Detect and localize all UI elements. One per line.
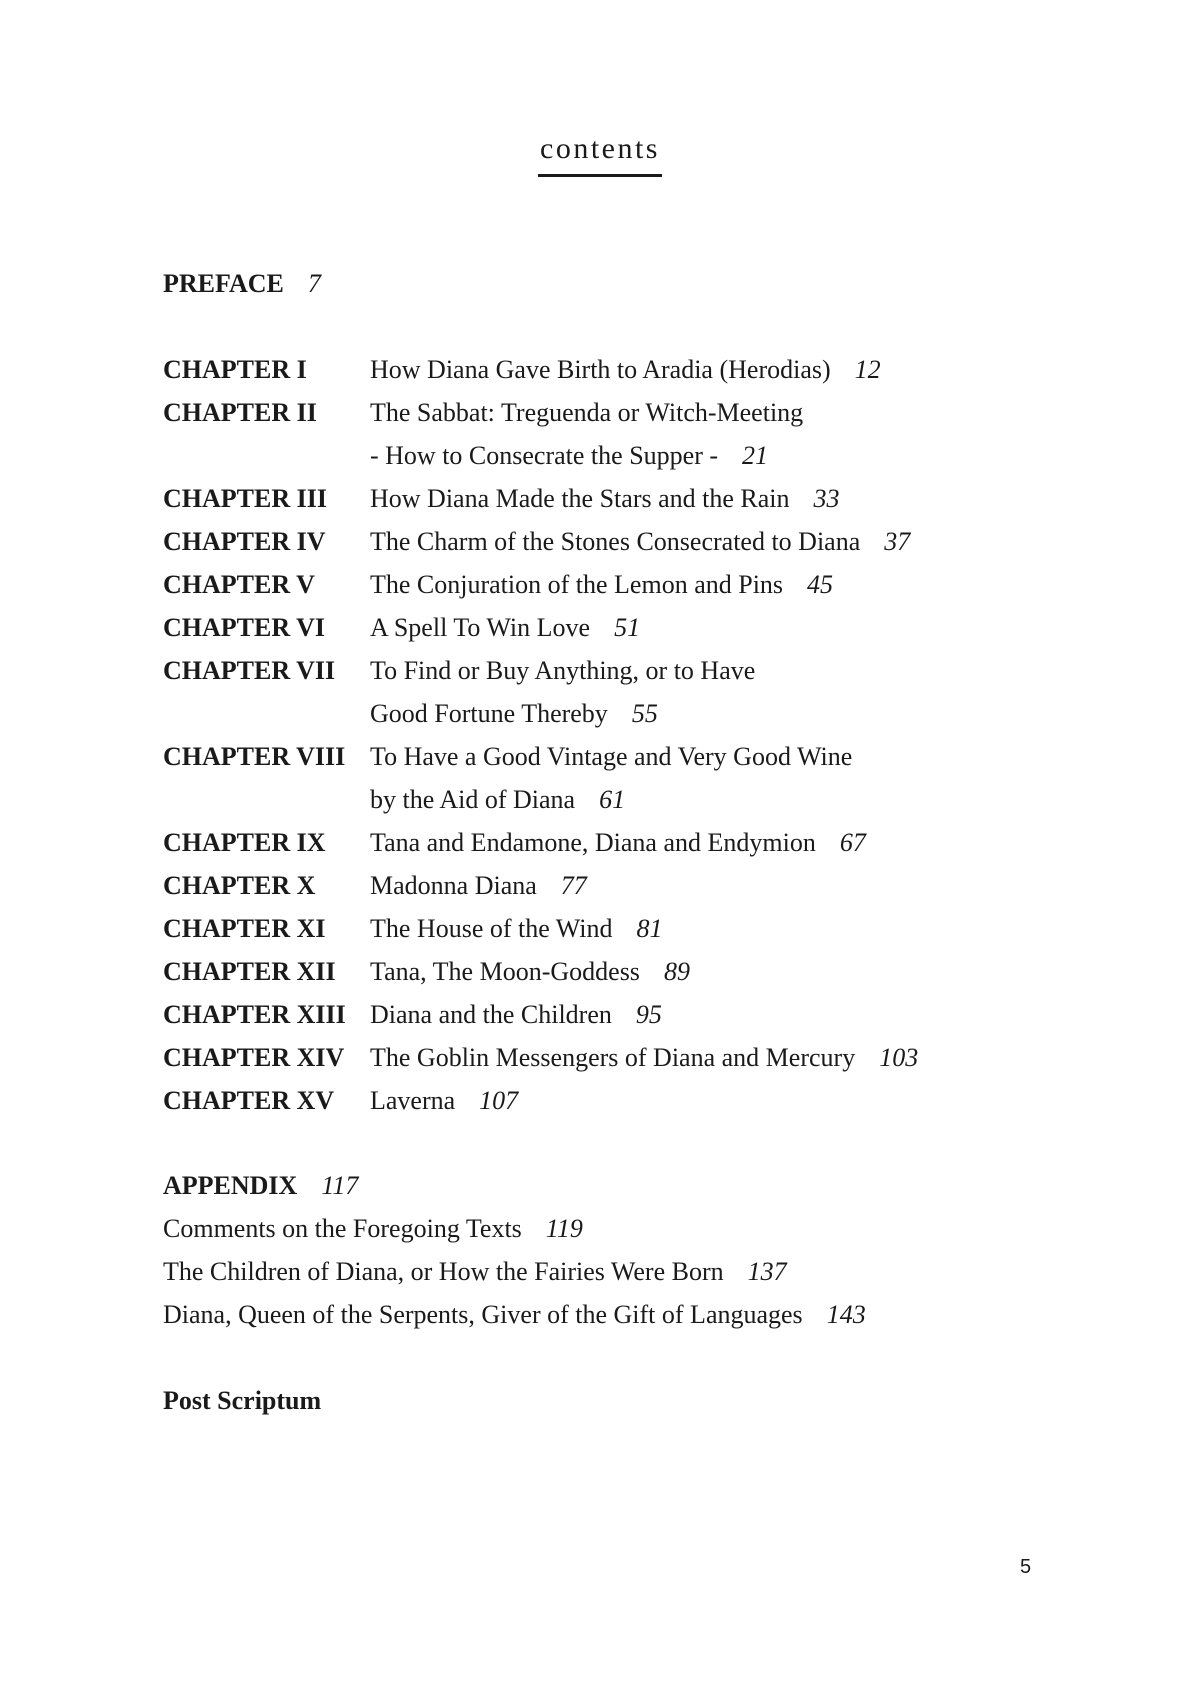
chapter-title	[370, 778, 625, 821]
chapter-row	[163, 563, 918, 606]
chapter-title-text: Laverna	[370, 1086, 456, 1115]
appendix-item	[163, 1293, 866, 1336]
chapter-page: 45	[807, 570, 834, 599]
chapter-number	[163, 692, 370, 735]
chapter-number	[163, 778, 370, 821]
chapter-title-text: Tana, The Moon-Goddess	[370, 957, 640, 986]
chapter-title	[370, 477, 840, 520]
appendix-item-title: Comments on the Foregoing Texts	[163, 1214, 522, 1243]
chapter-title-text: The Sabbat: Treguenda or Witch-Meeting	[370, 398, 804, 427]
appendix-item-title: Diana, Queen of the Serpents, Giver of the Gift of Languages	[163, 1300, 803, 1329]
chapter-number: CHAPTER IX	[163, 828, 326, 857]
chapter-number: CHAPTER XV	[163, 1086, 335, 1115]
chapter-number: CHAPTER V	[163, 570, 315, 599]
preface-label: PREFACE	[163, 269, 284, 298]
postscript-entry: Post Scriptum	[163, 1386, 322, 1415]
appendix-section	[163, 1164, 866, 1336]
chapter-number: CHAPTER XI	[163, 914, 326, 943]
appendix-page: 117	[321, 1171, 359, 1200]
chapter-page: 55	[631, 699, 658, 728]
chapter-row	[163, 907, 918, 950]
chapter-row	[163, 606, 918, 649]
chapter-page: 21	[742, 441, 769, 470]
chapter-title-text: The Conjuration of the Lemon and Pins	[370, 570, 784, 599]
chapter-title	[370, 1079, 518, 1122]
chapter-row	[163, 821, 918, 864]
chapter-title-text: The Charm of the Stones Consecrated to Diana	[370, 527, 861, 556]
page-number: 5	[1020, 1556, 1032, 1578]
chapter-row	[163, 520, 918, 563]
chapter-title	[370, 993, 662, 1036]
chapter-title	[370, 907, 663, 950]
chapter-number: CHAPTER VII	[163, 656, 336, 685]
chapter-title-text: by the Aid of Diana	[370, 785, 576, 814]
chapter-title-text: How Diana Made the Stars and the Rain	[370, 484, 790, 513]
chapter-row	[163, 1036, 918, 1079]
chapter-number: CHAPTER VIII	[163, 742, 346, 771]
chapter-page: 95	[635, 1000, 662, 1029]
appendix-label: APPENDIX	[163, 1171, 298, 1200]
chapter-number: CHAPTER III	[163, 484, 327, 513]
contents-title: contents	[538, 132, 662, 177]
chapter-title-text: Madonna Diana	[370, 871, 537, 900]
chapter-row	[163, 950, 918, 993]
chapter-page: 37	[884, 527, 911, 556]
appendix-item-page: 143	[826, 1300, 866, 1329]
chapter-row	[163, 348, 918, 391]
chapter-title-text: To Have a Good Vintage and Very Good Wine	[370, 742, 853, 771]
chapter-title	[370, 735, 852, 778]
appendix-item-page: 137	[747, 1257, 787, 1286]
chapter-number: CHAPTER IV	[163, 527, 326, 556]
appendix-item	[163, 1250, 866, 1293]
chapter-number: CHAPTER I	[163, 355, 307, 384]
chapter-page: 67	[839, 828, 866, 857]
chapter-title-text: A Spell To Win Love	[370, 613, 591, 642]
chapter-page: 61	[599, 785, 626, 814]
appendix-item-title: The Children of Diana, or How the Fairies Were Born	[163, 1257, 724, 1286]
chapter-number	[163, 434, 370, 477]
chapter-title	[370, 1036, 918, 1079]
chapter-title-text: The House of the Wind	[370, 914, 613, 943]
chapter-number: CHAPTER XII	[163, 957, 336, 986]
preface-page: 7	[307, 269, 321, 298]
chapter-row	[163, 864, 918, 907]
chapter-title	[370, 821, 866, 864]
chapter-page: 12	[854, 355, 881, 384]
chapter-row	[163, 692, 918, 735]
chapter-title-text: Tana and Endamone, Diana and Endymion	[370, 828, 816, 857]
chapter-row	[163, 1079, 918, 1122]
chapter-title	[370, 434, 768, 477]
chapter-page: 89	[663, 957, 690, 986]
chapter-row	[163, 391, 918, 434]
chapter-title	[370, 563, 833, 606]
preface-entry	[163, 262, 321, 305]
chapter-title-text: The Goblin Messengers of Diana and Mercury	[370, 1043, 856, 1072]
chapter-title-text: Good Fortune Thereby	[370, 699, 608, 728]
chapter-page: 51	[614, 613, 641, 642]
chapter-title	[370, 649, 755, 692]
chapter-title-text: Diana and the Children	[370, 1000, 612, 1029]
chapter-number: CHAPTER II	[163, 398, 317, 427]
chapter-row	[163, 778, 918, 821]
chapter-number: CHAPTER XIV	[163, 1043, 345, 1072]
chapter-title-text: - How to Consecrate the Supper -	[370, 441, 719, 470]
appendix-item-page: 119	[545, 1214, 583, 1243]
chapter-title	[370, 348, 881, 391]
chapter-title	[370, 692, 658, 735]
chapter-page: 33	[813, 484, 840, 513]
chapter-number: CHAPTER X	[163, 871, 316, 900]
chapter-list	[163, 348, 918, 1122]
chapter-page: 77	[560, 871, 587, 900]
chapter-title	[370, 391, 803, 434]
contents-heading	[0, 132, 1200, 177]
appendix-entry	[163, 1164, 866, 1207]
chapter-title	[370, 864, 587, 907]
appendix-item	[163, 1207, 866, 1250]
chapter-title	[370, 606, 640, 649]
chapter-page: 107	[479, 1086, 519, 1115]
chapter-row	[163, 649, 918, 692]
chapter-row	[163, 993, 918, 1036]
chapter-page: 103	[879, 1043, 919, 1072]
chapter-row	[163, 434, 918, 477]
appendix-items	[163, 1207, 866, 1336]
chapter-row	[163, 477, 918, 520]
chapter-title	[370, 950, 690, 993]
chapter-title	[370, 520, 910, 563]
chapter-title-text: To Find or Buy Anything, or to Have	[370, 656, 756, 685]
chapter-title-text: How Diana Gave Birth to Aradia (Herodias)	[370, 355, 831, 384]
chapter-row	[163, 735, 918, 778]
chapter-number: CHAPTER VI	[163, 613, 326, 642]
chapter-number: CHAPTER XIII	[163, 1000, 346, 1029]
chapter-page: 81	[636, 914, 663, 943]
